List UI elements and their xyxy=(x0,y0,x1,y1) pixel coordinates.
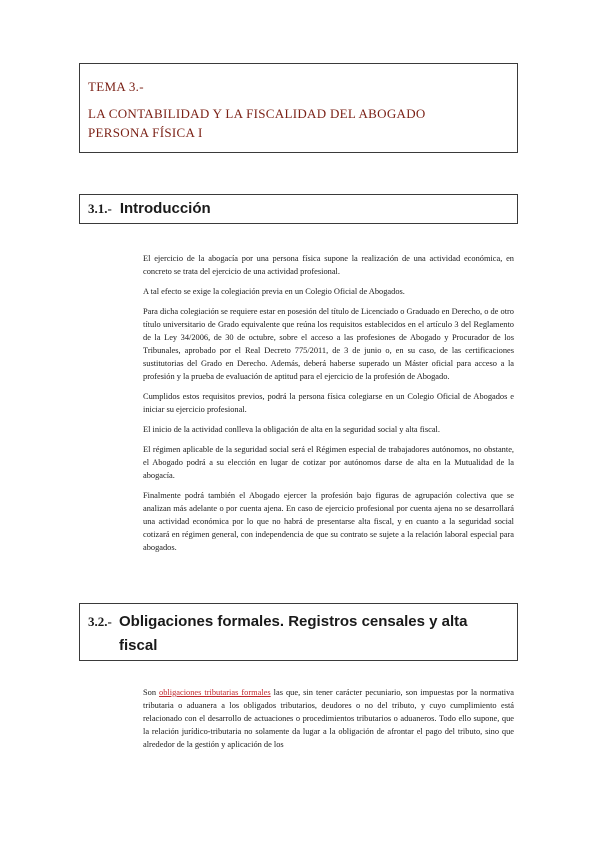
chapter-number: TEMA 3.- xyxy=(88,79,144,94)
section-number: 3.1.- xyxy=(88,201,112,216)
section-title-line2: fiscal xyxy=(119,637,158,654)
paragraph: Cumplidos estos requisitos previos, podrá la persona física colegiarse en un Colegio Oficial de Abogados e iniciar su ejercicio profesional. xyxy=(143,392,514,414)
section-title-line1: Obligaciones formales. Registros censales y alta xyxy=(119,613,468,630)
section-number: 3.2.- xyxy=(88,614,112,629)
section-heading-obligaciones xyxy=(79,603,518,661)
section1-body xyxy=(143,252,514,561)
chapter-title-box xyxy=(79,63,518,153)
paragraph: El inicio de la actividad conlleva la obligación de alta en la seguridad social y alta fiscal. xyxy=(143,425,440,434)
chapter-title-line1: LA CONTABILIDAD Y LA FISCALIDAD DEL ABOGADO xyxy=(88,106,426,121)
paragraph: El ejercicio de la abogacía por una persona física supone la realización de una actividad económica, en concreto se trata del ejercicio de una actividad profesional. xyxy=(143,254,514,276)
section-title: Introducción xyxy=(119,200,211,217)
paragraph xyxy=(143,686,514,751)
section-heading-introduccion xyxy=(79,194,518,224)
obligaciones-link[interactable]: obligaciones tributarias formales xyxy=(159,688,271,697)
paragraph: Para dicha colegiación se requiere estar en posesión del título de Licenciado o Graduado en Derecho, o de otro título universitario de Grado equivalente que reúna los requisitos establecidos en el artículo 3 del Reglamento de la Ley 34/2006, de 30 de octubre, sobre el acceso a las profesiones de Abogado y Procurador de los Tribunales, aprobado por el Real Decreto 775/2011, de 3 de junio o, en su caso, de las certificaciones sustitutorias del Grado en Derecho. Además, deberá haberse superado un Máster oficial para acceso a la profesión y la prueba de evaluación de aptitud para el ejercicio de la profesión de Abogado. xyxy=(143,307,514,381)
paragraph: A tal efecto se exige la colegiación previa en un Colegio Oficial de Abogados. xyxy=(143,287,405,296)
paragraph-rest: las que, sin tener carácter pecuniario, son impuestas por la normativa tributaria o aduanera a los obligados tributarios, deudores o no del tributo, y cuyo cumplimiento está relacionado con el desarrollo de actuaciones o procedimientos tributarios o aduaneros. Todo ello supone, que la relación jurídico-tributaria no solamente da lugar a la obligación de afrontar el pago del tributo, sino que alrededor de la gestión y aplicación de los xyxy=(143,688,514,749)
chapter-title-line2: PERSONA FÍSICA I xyxy=(88,125,203,140)
paragraph: El régimen aplicable de la seguridad social será el Régimen especial de trabajadores autónomos, no obstante, el Abogado podrá a su elección en lugar de cotizar por autónomos darse de alta en la Mutualidad de la abogacía. xyxy=(143,445,514,480)
paragraph: Finalmente podrá también el Abogado ejercer la profesión bajo figuras de agrupación colectiva que se analizan más adelante o por cuenta ajena. En caso de ejercicio profesional por cuenta ajena no se desarrollará una actividad económica por lo que no habrá de presentarse alta fiscal, y en cuanto a la seguridad social cotizará en régimen general, con independencia de que su contrato se sujete a la relación laboral especial para abogados. xyxy=(143,491,514,552)
paragraph-prefix: Son xyxy=(143,688,160,697)
section2-body xyxy=(143,686,514,758)
